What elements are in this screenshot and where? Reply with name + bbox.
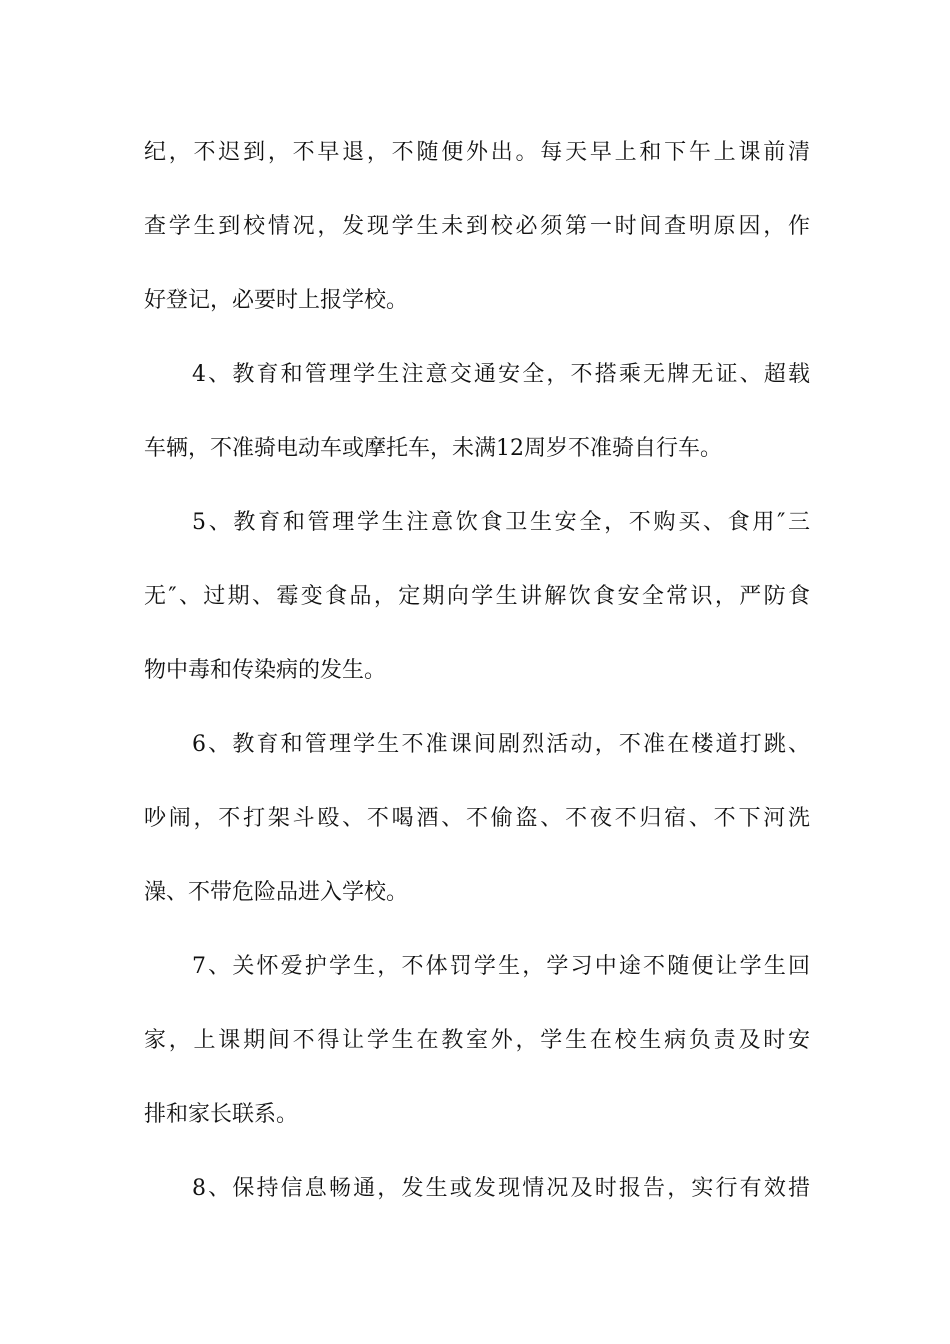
text-line: 查学生到校情况，发现学生未到校必须第一时间查明原因，作	[144, 214, 810, 239]
document-body	[144, 128, 810, 1238]
text-line: 5、教育和管理学生注意饮食卫生安全，不购买、食用″三	[192, 510, 810, 535]
text-line: 家，上课期间不得让学生在教室外，学生在校生病负责及时安	[144, 1028, 810, 1053]
text-line: 6、教育和管理学生不准课间剧烈活动，不准在楼道打跳、	[192, 732, 810, 757]
text-line: 8、保持信息畅通，发生或发现情况及时报告，实行有效措	[192, 1176, 810, 1201]
text-line: 吵闹，不打架斗殴、不喝酒、不偷盗、不夜不归宿、不下河洗	[144, 806, 810, 831]
text-line: 纪，不迟到，不早退，不随便外出。每天早上和下午上课前清	[144, 140, 810, 165]
text-line: 澡、不带危险品进入学校。	[144, 880, 409, 905]
text-line: 无″、过期、霉变食品，定期向学生讲解饮食安全常识，严防食	[144, 584, 810, 609]
text-line: 物中毒和传染病的发生。	[144, 658, 387, 683]
text-line: 排和家长联系。	[144, 1102, 299, 1127]
text-line: 好登记，必要时上报学校。	[144, 288, 409, 313]
text-line: 4、教育和管理学生注意交通安全，不搭乘无牌无证、超载	[192, 362, 810, 387]
text-line: 车辆，不准骑电动车或摩托车，未满12周岁不准骑自行车。	[144, 436, 722, 461]
text-line: 7、关怀爱护学生，不体罚学生，学习中途不随便让学生回	[192, 954, 810, 979]
